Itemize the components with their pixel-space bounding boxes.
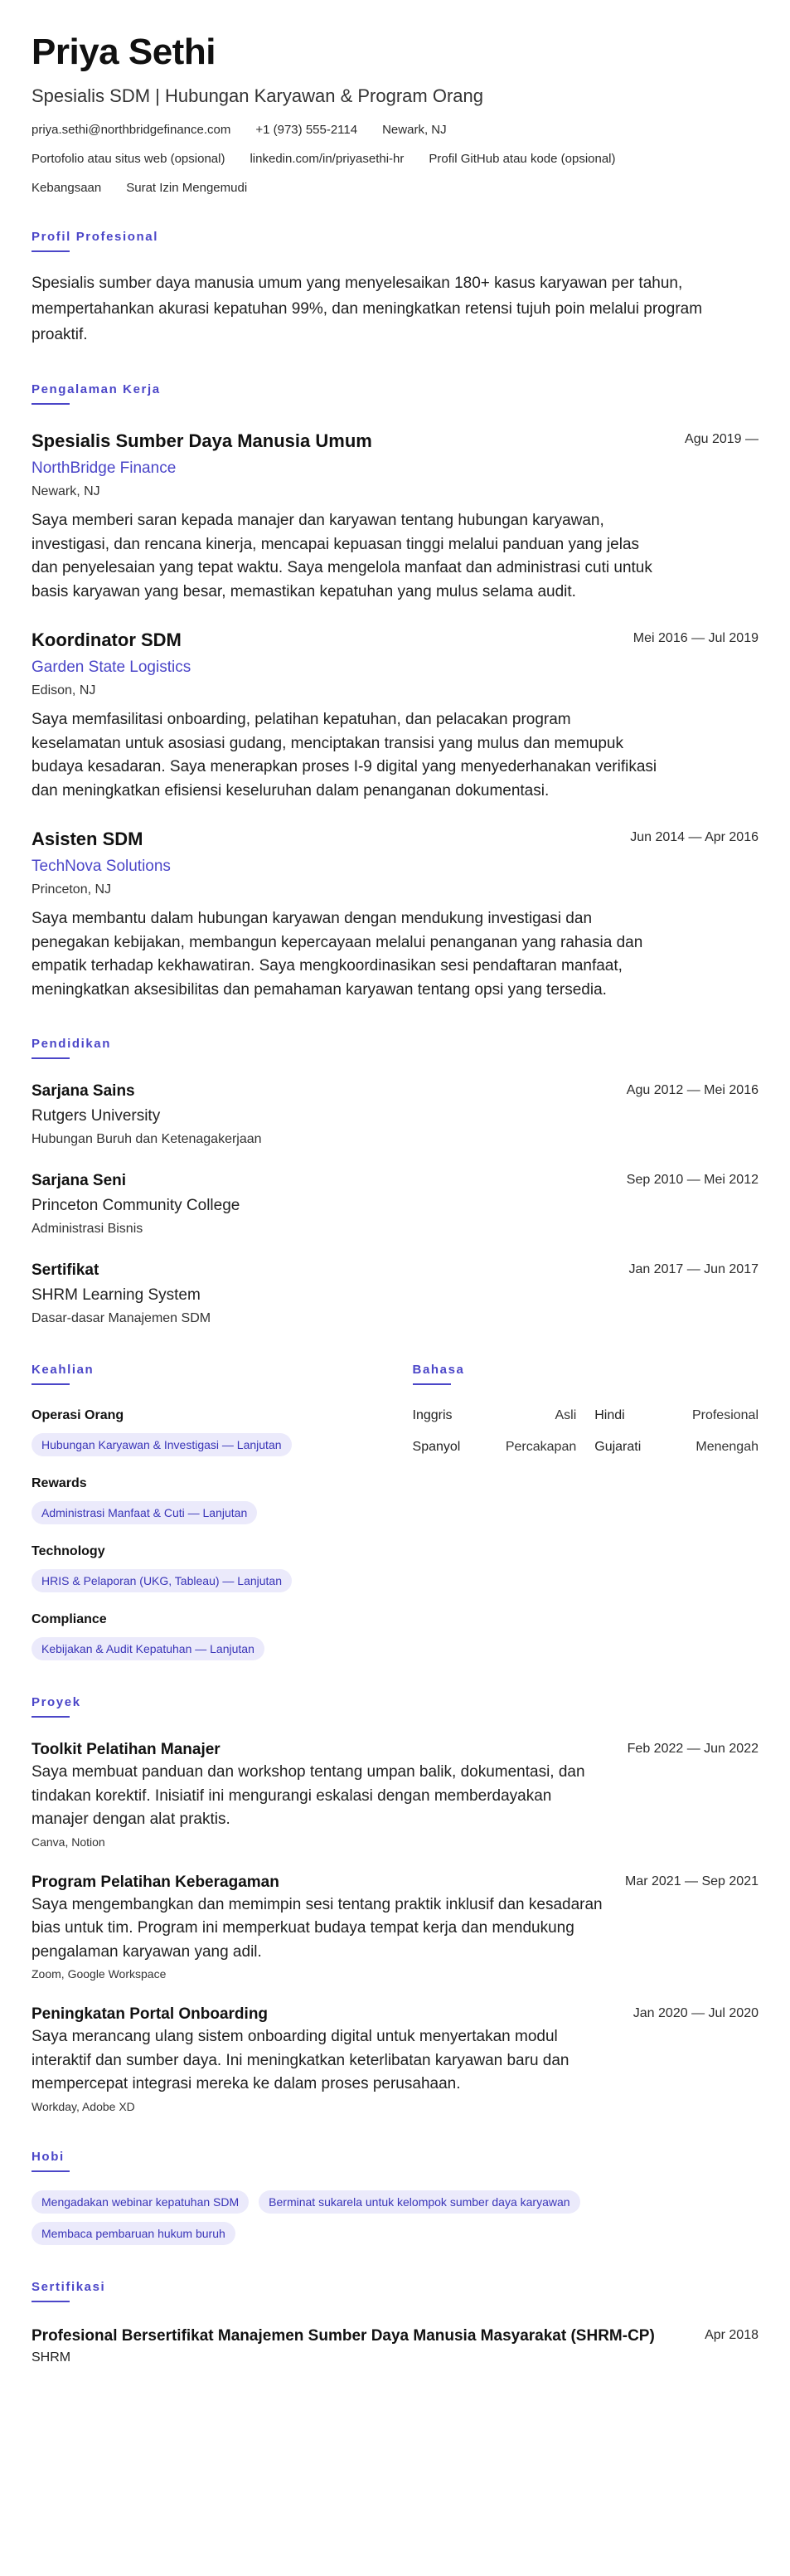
job-entry	[32, 828, 758, 1002]
skill-category: Compliance	[32, 1612, 107, 1626]
experience-section	[32, 382, 758, 1002]
project-entry	[32, 2004, 758, 2115]
project-description: Saya merancang ulang sistem onboarding digital untuk menyertakan modul interaktif dan sumber daya. Ini meningkatkan keterlibatan karyawan baru dan mempercepat integrasi mereka ke dalam proses perusahaan.	[32, 2028, 569, 2092]
project-date: Feb 2022 — Jun 2022	[627, 1742, 758, 1756]
skill-pill: Administrasi Manfaat & Cuti — Lanjutan	[32, 1501, 257, 1524]
projects-section	[32, 1695, 758, 2115]
language-item	[413, 1438, 577, 1456]
job-description: Saya memfasilitasi onboarding, pelatihan kepatuhan, dan pelacakan program keselamatan untuk asosiasi gudang, menciptakan transisi yang mulus dan memupuk budaya kesadaran. Saya menerapkan proses I-9 digital yang menyederhanakan verifikasi dan meningkatkan efisiensi keseluruhan dalam penanganan dokumentasi.	[32, 711, 657, 800]
skill-pill: Hubungan Karyawan & Investigasi — Lanjutan	[32, 1433, 292, 1456]
job-date: Agu 2019 —	[685, 432, 758, 446]
education-date: Agu 2012 — Mei 2016	[626, 1083, 758, 1097]
language-list	[413, 1407, 758, 1456]
project-date: Mar 2021 — Sep 2021	[625, 1874, 758, 1888]
section-title: Profil Profesional	[32, 230, 158, 252]
personal-info-row	[32, 181, 758, 195]
skill-category: Technology	[32, 1544, 105, 1558]
section-title: Keahlian	[32, 1363, 94, 1385]
job-date: Mei 2016 — Jul 2019	[632, 631, 758, 645]
hobby-list	[32, 2190, 662, 2245]
certification-date: Apr 2018	[705, 2327, 758, 2342]
field-of-study: Administrasi Bisnis	[32, 1222, 143, 1236]
education-section	[32, 1037, 758, 1328]
section-title: Pendidikan	[32, 1037, 111, 1059]
project-title: Peningkatan Portal Onboarding	[32, 2005, 269, 2023]
email[interactable]: priya.sethi@northbridgefinance.com	[32, 123, 231, 137]
certification-entry	[32, 2326, 758, 2367]
links-row	[32, 152, 758, 166]
phone[interactable]: +1 (973) 555-2114	[255, 123, 358, 137]
job-title: Asisten SDM	[32, 829, 143, 849]
summary-text: Spesialis sumber daya manusia umum yang menyelesaikan 180+ kasus karyawan per tahun, mempertahankan akurasi kepatuhan 99%, dan meningkatkan retensi tujuh poin melalui program proaktif.	[32, 275, 703, 343]
drivers-license: Surat Izin Mengemudi	[126, 181, 248, 195]
candidate-name: Priya Sethi	[32, 32, 216, 72]
certification-issuer: SHRM	[32, 2350, 71, 2365]
project-entry	[32, 1739, 758, 1850]
job-location: Edison, NJ	[32, 683, 96, 697]
github-link[interactable]: Profil GitHub atau kode (opsional)	[429, 152, 616, 166]
skills-section	[32, 1363, 363, 1660]
project-tools: Workday, Adobe XD	[32, 2099, 135, 2113]
section-title: Sertifikasi	[32, 2280, 105, 2302]
job-entry	[32, 629, 758, 803]
project-tools: Zoom, Google Workspace	[32, 1967, 167, 1981]
portfolio-link[interactable]: Portofolio atau situs web (opsional)	[32, 152, 225, 166]
hobby-pill: Berminat sukarela untuk kelompok sumber daya karyawan	[259, 2190, 579, 2214]
education-entry	[32, 1170, 758, 1238]
job-description: Saya membantu dalam hubungan karyawan dengan mendukung investigasi dan penegakan kebijakan, membangun kepercayaan melalui penanganan yang rahasia dan empatik terhadap kekhawatiran. Saya mengkoordinasikan sesi pendaftaran manfaat, meningkatkan aksesibilitas dan pemahaman karyawan tentang opsi yang tersedia.	[32, 910, 643, 999]
language-level: Asli	[555, 1408, 577, 1422]
summary-section	[32, 230, 758, 348]
company-name: TechNova Solutions	[32, 858, 171, 875]
headline: Spesialis SDM | Hubungan Karyawan & Program Orang	[32, 85, 483, 106]
language-name: Gujarati	[594, 1440, 642, 1454]
project-tools: Canva, Notion	[32, 1835, 105, 1849]
job-entry	[32, 430, 758, 604]
field-of-study: Hubungan Buruh dan Ketenagakerjaan	[32, 1132, 262, 1146]
language-name: Inggris	[412, 1408, 453, 1422]
certifications-section	[32, 2280, 758, 2367]
section-title: Bahasa	[413, 1363, 465, 1385]
language-name: Spanyol	[412, 1440, 461, 1454]
school-name: Princeton Community College	[32, 1197, 240, 1214]
project-description: Saya membuat panduan dan workshop tentang umpan balik, dokumentasi, dan tindakan korektif. Inisiatif ini mengurangi eskalasi dengan memberdayakan manajer dengan alat praktis.	[32, 1763, 585, 1828]
project-description: Saya mengembangkan dan memimpin sesi tentang praktik inklusif dan kesadaran bias untuk tim. Program ini memperkuat budaya tempat kerja dan mendukung pengalaman karyawan yang adil.	[32, 1895, 603, 1961]
nationality: Kebangsaan	[32, 181, 102, 195]
language-level: Profesional	[691, 1408, 758, 1422]
skill-pill: Kebijakan & Audit Kepatuhan — Lanjutan	[32, 1637, 264, 1660]
skill-category: Operasi Orang	[32, 1408, 124, 1422]
hobby-pill: Membaca pembaruan hukum buruh	[32, 2222, 235, 2245]
certification-name: Profesional Bersertifikat Manajemen Sumber Daya Manusia Masyarakat (SHRM-CP)	[32, 2326, 655, 2345]
language-level: Percakapan	[505, 1440, 577, 1454]
hobby-pill: Mengadakan webinar kepatuhan SDM	[32, 2190, 249, 2214]
school-name: Rutgers University	[32, 1107, 161, 1125]
job-date: Jun 2014 — Apr 2016	[630, 830, 758, 844]
company-name: Garden State Logistics	[32, 659, 191, 676]
skill-category: Rewards	[32, 1476, 87, 1490]
language-item	[413, 1407, 577, 1425]
job-location: Newark, NJ	[32, 484, 100, 498]
project-date: Jan 2020 — Jul 2020	[632, 2006, 758, 2020]
degree: Sarjana Seni	[32, 1172, 127, 1189]
degree: Sertifikat	[32, 1261, 99, 1279]
education-date: Sep 2010 — Mei 2012	[626, 1173, 758, 1187]
skills-languages-row	[32, 1363, 758, 1660]
school-name: SHRM Learning System	[32, 1286, 201, 1304]
language-item	[594, 1407, 758, 1425]
location: Newark, NJ	[382, 123, 447, 137]
skill-pill: HRIS & Pelaporan (UKG, Tableau) — Lanjutan	[32, 1569, 292, 1592]
job-title: Koordinator SDM	[32, 629, 182, 650]
section-title: Hobi	[32, 2150, 65, 2172]
section-title: Pengalaman Kerja	[32, 382, 161, 405]
resume-header	[32, 32, 758, 195]
linkedin-link[interactable]: linkedin.com/in/priyasethi-hr	[250, 152, 405, 166]
project-title: Toolkit Pelatihan Manajer	[32, 1741, 221, 1758]
language-name: Hindi	[594, 1408, 625, 1422]
education-entry	[32, 1081, 758, 1149]
language-item	[594, 1438, 758, 1456]
job-title: Spesialis Sumber Daya Manusia Umum	[32, 430, 372, 451]
project-entry	[32, 1872, 758, 1983]
education-date: Jan 2017 — Jun 2017	[628, 1262, 758, 1276]
field-of-study: Dasar-dasar Manajemen SDM	[32, 1311, 211, 1325]
languages-section	[413, 1363, 758, 1660]
job-description: Saya memberi saran kepada manajer dan karyawan tentang hubungan karyawan, investigasi, dan rencana kinerja, mencapai kepuasan tinggi melalui panduan yang jelas dan penyelesaian yang tepat waktu. Saya mengelola manfaat dan administrasi cuti untuk basis karyawan yang besar, memastikan kepatuhan yang mulus selama audit.	[32, 512, 652, 600]
hobbies-section	[32, 2150, 758, 2245]
job-location: Princeton, NJ	[32, 882, 112, 897]
section-title: Proyek	[32, 1695, 81, 1718]
project-title: Program Pelatihan Keberagaman	[32, 1873, 279, 1891]
degree: Sarjana Sains	[32, 1082, 135, 1100]
education-entry	[32, 1260, 758, 1328]
language-level: Menengah	[695, 1440, 758, 1454]
company-name: NorthBridge Finance	[32, 459, 177, 477]
contact-row	[32, 123, 758, 137]
